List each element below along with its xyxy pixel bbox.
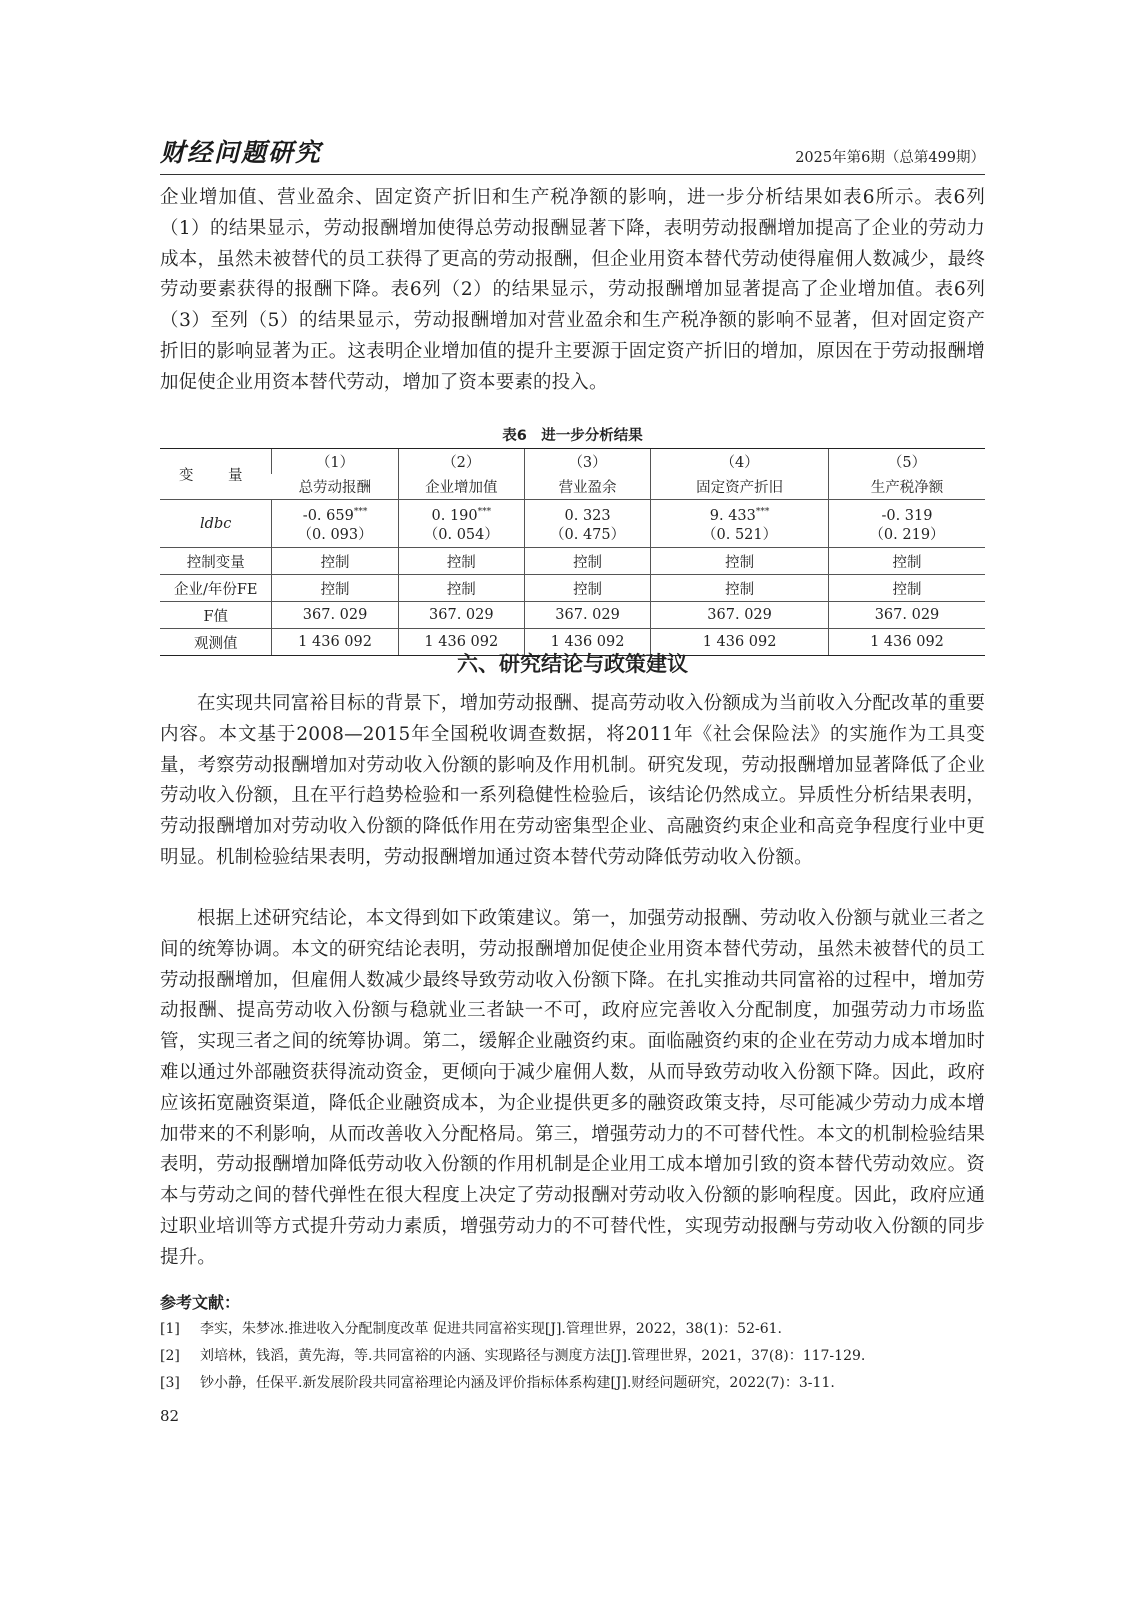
coef-row-label: ldbc xyxy=(160,500,272,548)
table-cell: 1 436 092 xyxy=(828,629,985,656)
table-cell: 控制 xyxy=(651,548,829,575)
variable-header: 变 量 xyxy=(160,449,272,500)
body-paragraph-continued: 企业增加值、营业盈余、固定资产折旧和生产税净额的影响，进一步分析结果如表6所示。表6列（1）的结果显示，劳动报酬增加使得总劳动报酬显著下降，表明劳动报酬增加提高了企业的劳动力成本，虽然未被替代的员工获得了更高的劳动报酬，但企业用资本替代劳动使得雇佣人数减少，最终劳动要素获得的报酬下降。表6列（2）的结果显示，劳动报酬增加显著提高了企业增加值。表6列（3）至列（5）的结果显示，劳动报酬增加对营业盈余和生产税净额的影响不显著，但对固定资产折旧的影响显著为正。这表明企业增加值的提升主要源于固定资产折旧的增加，原因在于劳动报酬增加促使企业用资本替代劳动，增加了资本要素的投入。 xyxy=(160,187,985,393)
table-cell: 1 436 092 xyxy=(524,629,650,656)
table-cell: 367. 029 xyxy=(651,602,829,629)
reference-item xyxy=(160,1345,985,1365)
page-number: 82 xyxy=(160,1407,180,1425)
reference-number: [2] xyxy=(160,1348,180,1364)
header-divider xyxy=(160,174,985,175)
coef-cell: 0. 190*** （0. 054） xyxy=(398,500,524,548)
table-cell: 1 436 092 xyxy=(272,629,398,656)
table-row xyxy=(160,548,985,575)
col-number: （2） xyxy=(398,449,524,475)
table-cell: 控制 xyxy=(398,575,524,602)
col-name: 固定资产折旧 xyxy=(651,474,829,500)
reference-text: 李实，朱梦冰.推进收入分配制度改革 促进共同富裕实现[J].管理世界，2022，38(1)：52-61. xyxy=(200,1321,782,1337)
issue-info: 2025年第6期（总第499期） xyxy=(795,150,985,166)
reference-text: 钞小静，任保平.新发展阶段共同富裕理论内涵及评价指标体系构建[J].财经问题研究，2022(7)：3-11. xyxy=(200,1375,835,1391)
table-row xyxy=(160,575,985,602)
section-heading: 六、研究结论与政策建议 xyxy=(457,652,688,676)
row-label: 企业/年份FE xyxy=(160,575,272,602)
reference-item xyxy=(160,1372,985,1392)
table-row-coefficients xyxy=(160,500,985,548)
reference-item xyxy=(160,1318,985,1338)
table-cell: 控制 xyxy=(524,575,650,602)
table-title: 表6 进一步分析结果 xyxy=(502,428,643,444)
col-number: （3） xyxy=(524,449,650,475)
col-name: 生产税净额 xyxy=(828,474,985,500)
table-row xyxy=(160,602,985,629)
col-number: （5） xyxy=(828,449,985,475)
table-header-row-names xyxy=(160,474,985,500)
col-name: 企业增加值 xyxy=(398,474,524,500)
col-name: 营业盈余 xyxy=(524,474,650,500)
table-cell: 1 436 092 xyxy=(398,629,524,656)
table-cell: 控制 xyxy=(651,575,829,602)
table-cell: 1 436 092 xyxy=(651,629,829,656)
table-cell: 控制 xyxy=(828,575,985,602)
table-header-row-numbers xyxy=(160,449,985,475)
coef-cell: 0. 323 （0. 475） xyxy=(524,500,650,548)
reference-text: 刘培林，钱滔，黄先海，等.共同富裕的内涵、实现路径与测度方法[J].管理世界，2021，37(8)：117-129. xyxy=(200,1348,866,1364)
page-header xyxy=(160,138,985,174)
table-cell: 367. 029 xyxy=(524,602,650,629)
col-name: 总劳动报酬 xyxy=(272,474,398,500)
row-label: 控制变量 xyxy=(160,548,272,575)
table-cell: 控制 xyxy=(272,575,398,602)
col-number: （1） xyxy=(272,449,398,475)
conclusion-paragraph: 在实现共同富裕目标的背景下，增加劳动报酬、提高劳动收入份额成为当前收入分配改革的重要内容。本文基于2008—2015年全国税收调查数据，将2011年《社会保险法》的实施作为工具变量，考察劳动报酬增加对劳动收入份额的影响及作用机制。研究发现，劳动报酬增加显著降低了企业劳动收入份额，且在平行趋势检验和一系列稳健性检验后，该结论仍然成立。异质性分析结果表明，劳动报酬增加对劳动收入份额的降低作用在劳动密集型企业、高融资约束企业和高竞争程度行业中更明显。机制检验结果表明，劳动报酬增加通过资本替代劳动降低劳动收入份额。 xyxy=(160,693,985,868)
table-cell: 控制 xyxy=(828,548,985,575)
coef-cell: 9. 433*** （0. 521） xyxy=(651,500,829,548)
table-cell: 控制 xyxy=(272,548,398,575)
journal-logo: 财经问题研究 xyxy=(160,138,323,167)
coef-cell: -0. 319 （0. 219） xyxy=(828,500,985,548)
coef-cell: -0. 659*** （0. 093） xyxy=(272,500,398,548)
policy-paragraph: 根据上述研究结论，本文得到如下政策建议。第一，加强劳动报酬、劳动收入份额与就业三者之间的统筹协调。本文的研究结论表明，劳动报酬增加促使企业用资本替代劳动，虽然未被替代的员工劳动报酬增加，但雇佣人数减少最终导致劳动收入份额下降。在扎实推动共同富裕的过程中，增加劳动报酬、提高劳动收入份额与稳就业三者缺一不可，政府应完善收入分配制度，加强劳动力市场监管，实现三者之间的统筹协调。第二，缓解企业融资约束。面临融资约束的企业在劳动力成本增加时难以通过外部融资获得流动资金，更倾向于减少雇佣人数，从而导致劳动收入份额下降。因此，政府应该拓宽融资渠道，降低企业融资成本，为企业提供更多的融资政策支持，尽可能减少劳动力成本增加带来的不利影响，从而改善收入分配格局。第三，增强劳动力的不可替代性。本文的机制检验结果表明，劳动报酬增加降低劳动收入份额的作用机制是企业用工成本增加引致的资本替代劳动效应。资本与劳动之间的替代弹性在很大程度上决定了劳动报酬对劳动收入份额的影响程度。因此，政府应通过职业培训等方式提升劳动力素质，增强劳动力的不可替代性，实现劳动报酬与劳动收入份额的同步提升。 xyxy=(160,908,985,1268)
col-number: （4） xyxy=(651,449,829,475)
reference-number: [1] xyxy=(160,1321,180,1337)
table-cell: 控制 xyxy=(398,548,524,575)
table-cell: 367. 029 xyxy=(398,602,524,629)
references-heading: 参考文献： xyxy=(160,1293,241,1312)
reference-number: [3] xyxy=(160,1375,180,1391)
results-table xyxy=(160,448,985,656)
table-cell: 控制 xyxy=(524,548,650,575)
row-label: F值 xyxy=(160,602,272,629)
table-cell: 367. 029 xyxy=(828,602,985,629)
row-label: 观测值 xyxy=(160,629,272,656)
table-cell: 367. 029 xyxy=(272,602,398,629)
